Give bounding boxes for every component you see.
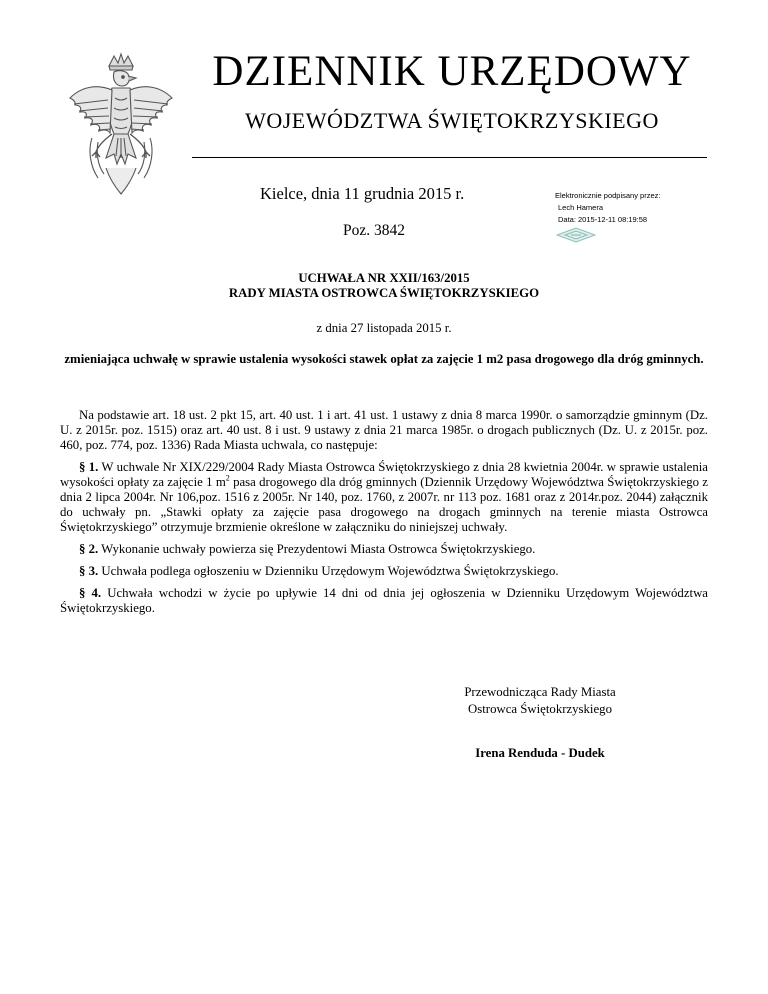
paragraph-1 bbox=[60, 460, 708, 535]
issue-position: Poz. 3842 bbox=[343, 222, 405, 239]
signatory-name: Irena Renduda - Dudek bbox=[475, 746, 605, 760]
gazette-subtitle: WOJEWÓDZTWA ŚWIĘTOKRZYSKIEGO bbox=[245, 108, 659, 133]
gazette-title: DZIENNIK URZĘDOWY bbox=[212, 48, 692, 95]
e-signature-label: Elektronicznie podpisany przez: bbox=[555, 191, 661, 200]
paragraph-1-superscript: 2 bbox=[225, 473, 230, 483]
preamble: Na podstawie art. 18 ust. 2 pkt 15, art. 40 ust. 1 i art. 41 ust. 1 ustawy z dnia 8 marca 1990r. o samorządzie gminnym (Dz. U. z 2015r. poz. 1515) oraz art. 40 ust. 8 i ust. 9 ustawy z dnia 21 marca 1985r. o drogach publicznych (Dz. U. z 2015r. poz. 460, poz. 774, poz. 1336) Rada Miasta uchwala, co następuje: bbox=[60, 408, 708, 452]
signature-logo-icon bbox=[555, 226, 597, 244]
paragraph-1-number: § 1. bbox=[79, 460, 99, 474]
paragraph-4-text: Uchwała wchodzi w życie po upływie 14 dni od dnia jej ogłoszenia w Dzienniku Urzędowym Województwa Świętokrzyskiego. bbox=[60, 586, 708, 615]
paragraph-4 bbox=[60, 586, 708, 616]
paragraph-3-number: § 3. bbox=[79, 564, 99, 578]
paragraph-2-text: Wykonanie uchwały powierza się Prezydentowi Miasta Ostrowca Świętokrzyskiego. bbox=[98, 542, 536, 556]
paragraph-1-text-a: W uchwale Nr XIX/229/2004 Rady Miasta Ostrowca Świętokrzyskiego z dnia 28 kwietnia 2004r. w sprawie ustalenia wysokości opłaty za zajęcie 1 m bbox=[60, 460, 708, 489]
resolution-heading bbox=[60, 271, 708, 301]
signatory-role bbox=[440, 684, 640, 718]
paragraph-3-text: Uchwała podlega ogłoszeniu w Dzienniku Urzędowym Województwa Świętokrzyskiego. bbox=[98, 564, 559, 578]
e-signature-date: Data: 2015-12-11 08:19:58 bbox=[558, 215, 648, 224]
resolution-number: UCHWAŁA NR XXII/163/2015 bbox=[298, 271, 470, 285]
paragraph-3 bbox=[60, 564, 708, 579]
paragraph-2-number: § 2. bbox=[79, 542, 99, 556]
signatory-role-line-1: Przewodnicząca Rady Miasta bbox=[464, 685, 616, 699]
resolution-body: RADY MIASTA OSTROWCA ŚWIĘTOKRZYSKIEGO bbox=[228, 286, 540, 300]
paragraph-4-number: § 4. bbox=[79, 586, 102, 600]
resolution-date: z dnia 27 listopada 2015 r. bbox=[316, 321, 452, 335]
resolution-subject: zmieniająca uchwałę w sprawie ustalenia wysokości stawek opłat za zajęcie 1 m2 pasa drogowego dla dróg gminnych. bbox=[64, 352, 704, 366]
issue-place-date: Kielce, dnia 11 grudnia 2015 r. bbox=[260, 184, 465, 203]
paragraph-2 bbox=[60, 542, 708, 557]
header-divider bbox=[192, 157, 707, 158]
paragraph-1-text-b: pasa drogowego dla dróg gminnych (Dziennik Urzędowy Województwa Świętokrzyskiego z dnia 2 lipca 2004r. Nr 106,poz. 1516 z 2005r. Nr 140, poz. 1760, z 2007r. nr 113 poz. 1681 oraz z 2014r.poz. 2044) załącznik do uchwały pn. „Stawki opłaty za zajęcie pasa drogowego na drogach gminnych na terenie miasta Ostrowca Świętokrzyskiego” otrzymuje brzmienie określone w załączniku do niniejszej uchwały. bbox=[60, 475, 708, 534]
e-signature-signer: Lech Hamera bbox=[558, 203, 604, 212]
resolution-content bbox=[60, 408, 708, 623]
e-signature-block bbox=[555, 190, 705, 226]
signatory-role-line-2: Ostrowca Świętokrzyskiego bbox=[468, 702, 612, 716]
polish-eagle-emblem-icon bbox=[62, 50, 180, 200]
